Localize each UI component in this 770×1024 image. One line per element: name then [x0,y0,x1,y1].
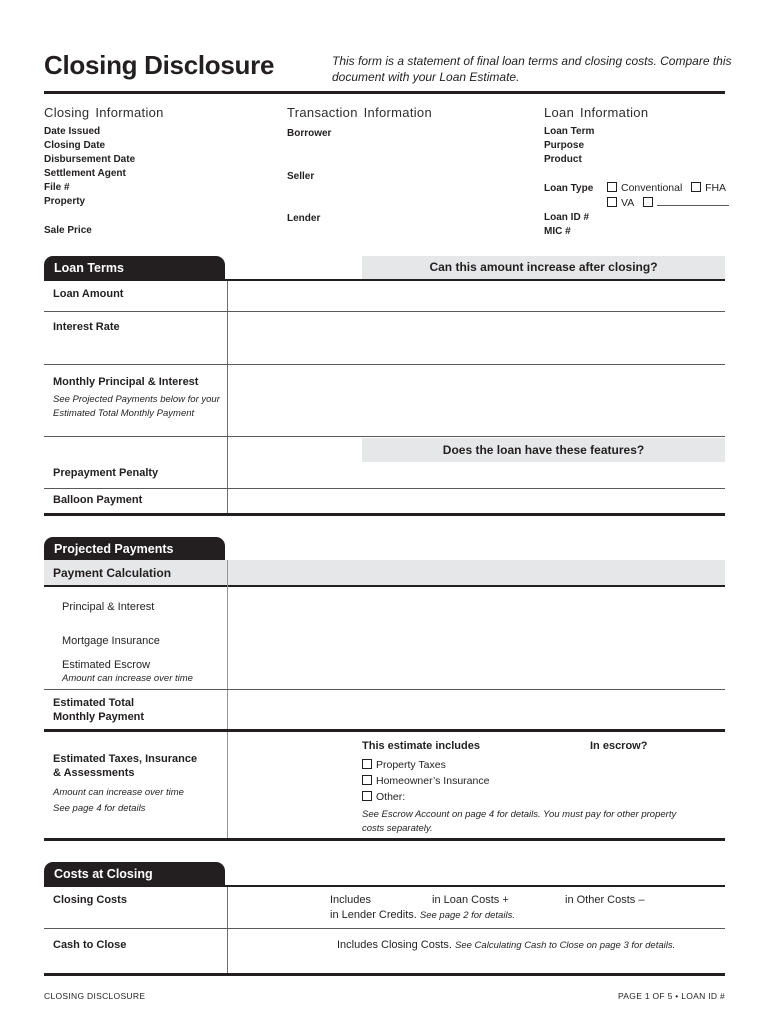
va-checkbox[interactable] [607,197,617,207]
taxes-note-details: See page 4 for details [53,803,146,814]
label-lender: Lender [287,213,321,224]
costs-at-closing-divider [227,887,228,973]
homeowners-insurance-checkbox[interactable] [362,775,372,785]
label-loan-id: Loan ID # [544,212,590,223]
other-loan-type-blank [657,196,729,206]
row-monthly-principal-interest: Monthly Principal & Interest [53,376,199,388]
row-estimated-taxes-insurance [53,753,197,780]
escrow-account-note-line: costs separately. [362,822,433,834]
closing-costs-loan-costs: in Loan Costs + [432,894,509,906]
estimated-taxes-line: & Assessments [53,766,135,779]
row-separator [44,364,725,365]
lender-credits-text: in Lender Credits. [330,909,417,921]
escrow-note: Amount can increase over time [62,673,193,684]
fha-label: FHA [705,182,727,194]
costs-at-closing-tab: Costs at Closing [44,862,225,885]
loan-features-header: Does the loan have these features? [362,438,725,462]
transaction-information-title: Transaction Information [287,105,432,120]
projected-payments-divider [227,560,228,838]
homeowners-insurance-label: Homeowner’s Insurance [376,775,490,787]
estimated-total-rule [44,729,725,732]
loan-type-options-row-1 [607,181,726,197]
cash-to-close-text [337,939,675,953]
can-amount-increase-header: Can this amount increase after closing? [362,256,725,279]
other-loan-type-checkbox[interactable] [643,197,653,207]
payment-calculation-label: Payment Calculation [53,566,172,580]
row-separator [44,928,725,929]
payment-calculation-rule [44,585,725,587]
row-closing-costs: Closing Costs [53,894,127,906]
property-taxes-option [362,758,446,774]
va-label: VA [621,197,635,209]
cash-to-close-see-details: See Calculating Cash to Close on page 3 for details. [455,940,676,951]
page-title: Closing Disclosure [44,50,275,80]
projected-payments-bottom-rule [44,838,725,841]
label-seller: Seller [287,171,315,182]
row-separator [44,488,725,489]
other-label: Other: [376,791,406,803]
closing-information-title: Closing Information [44,105,164,120]
header-rule [44,91,725,94]
escrow-account-note-line: See Escrow Account on page 4 for details. You must pay for other property [362,809,677,820]
label-property: Property [44,196,86,207]
footer-right: PAGE 1 OF 5 • LOAN ID # [617,991,725,1001]
label-product: Product [544,154,582,165]
property-taxes-checkbox[interactable] [362,759,372,769]
label-loan-type: Loan Type [544,183,594,194]
estimated-total-line: Estimated Total [53,697,135,709]
homeowners-insurance-option [362,774,489,790]
row-separator [44,311,725,312]
row-estimated-escrow: Estimated Escrow [62,659,151,671]
monthly-pi-note-line: See Projected Payments below for your [53,394,220,405]
row-balloon-payment: Balloon Payment [53,494,143,506]
form-description [332,53,732,85]
fha-checkbox[interactable] [691,182,701,192]
closing-costs-lender-credits [330,909,515,923]
property-taxes-label: Property Taxes [376,759,446,771]
costs-at-closing-bottom-rule [44,973,725,976]
loan-terms-tab: Loan Terms [44,256,225,279]
row-separator [44,436,725,437]
taxes-note-increase: Amount can increase over time [53,787,184,798]
loan-terms-top-rule [44,279,725,281]
costs-at-closing-top-rule [44,885,725,887]
label-disbursement-date: Disbursement Date [44,154,136,165]
loan-terms-divider [227,281,228,514]
label-mic: MIC # [544,226,571,237]
loan-terms-bottom-rule [44,513,725,516]
in-escrow-label: In escrow? [590,740,648,752]
label-date-issued: Date Issued [44,126,101,137]
label-borrower: Borrower [287,128,332,139]
closing-costs-see-details: See page 2 for details. [419,910,515,921]
label-settlement-agent: Settlement Agent [44,168,126,179]
closing-costs-other-costs: in Other Costs – [565,894,645,906]
projected-payments-tab: Projected Payments [44,537,225,560]
conventional-checkbox[interactable] [607,182,617,192]
other-checkbox[interactable] [362,791,372,801]
loan-information-title: Loan Information [544,105,649,120]
row-cash-to-close: Cash to Close [53,939,127,951]
row-estimated-total-monthly-payment [53,697,144,724]
label-purpose: Purpose [544,140,585,151]
cash-to-close-includes: Includes Closing Costs. [337,939,452,951]
footer-left: CLOSING DISCLOSURE [44,991,146,1001]
label-closing-date: Closing Date [44,140,106,151]
row-principal-interest: Principal & Interest [62,601,155,613]
estimated-taxes-line: Estimated Taxes, Insurance [53,753,198,765]
form-description-line: document with your Loan Estimate. [332,70,520,84]
row-interest-rate: Interest Rate [53,321,120,333]
closing-costs-includes: Includes [330,894,371,906]
monthly-pi-note [53,393,220,420]
form-description-line: This form is a statement of final loan terms and closing costs. Compare this [332,54,732,68]
loan-type-options-row-2 [607,196,729,212]
row-prepayment-penalty: Prepayment Penalty [53,467,159,479]
conventional-label: Conventional [621,182,683,194]
row-mortgage-insurance: Mortgage Insurance [62,635,160,647]
label-file-number: File # [44,182,70,193]
label-loan-term: Loan Term [544,126,595,137]
estimate-includes-label: This estimate includes [362,740,480,752]
estimated-total-line: Monthly Payment [53,710,145,723]
escrow-account-note [362,808,676,835]
other-option [362,790,405,806]
row-loan-amount: Loan Amount [53,288,124,300]
label-sale-price: Sale Price [44,225,92,236]
monthly-pi-note-line: Estimated Total Monthly Payment [53,407,195,419]
row-separator [44,689,725,690]
